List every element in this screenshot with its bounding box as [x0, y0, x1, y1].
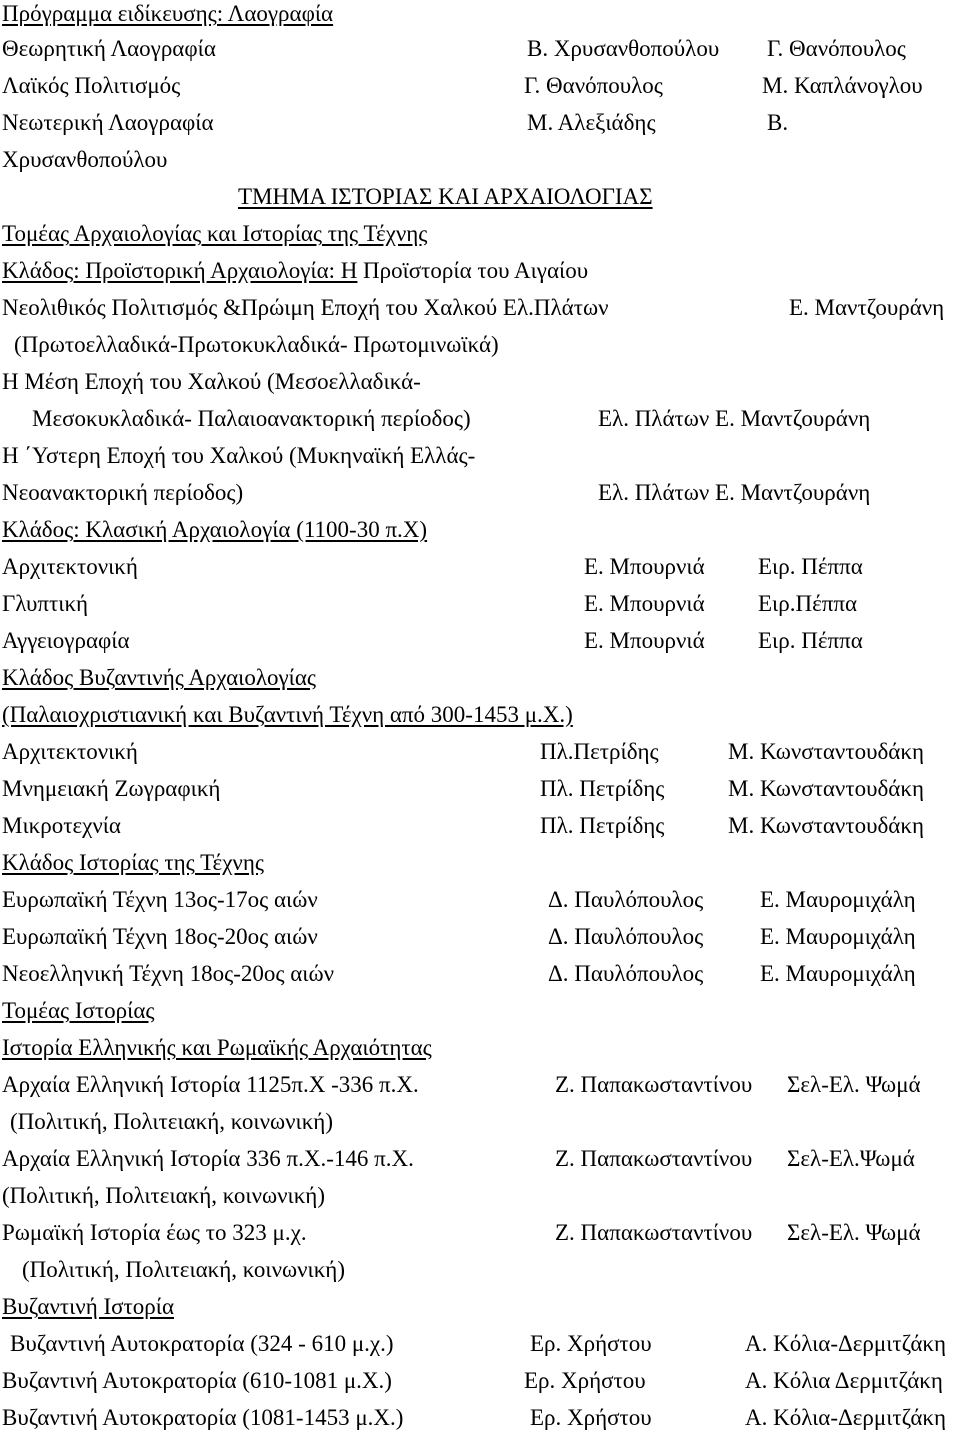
text-line: Ερ. Χρήστου	[530, 1331, 652, 1356]
text-line: Ειρ.Πέππα	[758, 591, 858, 616]
text-line: Βυζαντινή Αυτοκρατορία (324 - 610 μ.χ.)	[10, 1331, 394, 1356]
text-line: Χρυσανθοπούλου	[2, 147, 168, 172]
text-line: Μεσοκυκλαδικά- Παλαιοανακτορική περίοδος)	[32, 406, 471, 431]
text-line: Κλάδος Βυζαντινής Αρχαιολογίας	[2, 665, 317, 690]
text-line: Ρωμαϊκή Ιστορία έως το 323 μ.χ.	[2, 1220, 307, 1245]
text-line: Ερ. Χρήστου	[530, 1405, 652, 1430]
text-line: Μ. Κωνσταντουδάκη	[728, 776, 924, 801]
text-line: Σελ-Ελ. Ψωμά	[787, 1220, 921, 1245]
text-line: Μ. Κωνσταντουδάκη	[728, 739, 924, 764]
text-line: Γ. Θανόπουλος	[524, 73, 663, 98]
text-line: Ε. Μπουρνιά	[584, 591, 705, 616]
text-line: Α. Κόλια Δερμιτζάκη	[745, 1368, 943, 1393]
text-line: (Πολιτική, Πολιτειακή, κοινωνική)	[10, 1109, 333, 1134]
text-line: Σελ-Ελ. Ψωμά	[787, 1072, 921, 1097]
text-line: Σελ-Ελ.Ψωμά	[787, 1146, 915, 1171]
text-line: Ευρωπαϊκή Τέχνη 18ος-20ος αιών	[2, 924, 318, 949]
text-line: Πλ.Πετρίδης	[540, 739, 659, 764]
text-line: Β. Χρυσανθοπούλου	[527, 36, 720, 61]
text-line: Ε. Μαυρομιχάλη	[760, 887, 916, 912]
text-line: Μ. Καπλάνογλου	[762, 73, 923, 98]
text-line: Ελ. Πλάτων Ε. Μαντζουράνη	[598, 406, 871, 431]
text-line: (Πολιτική, Πολιτειακή, κοινωνική)	[2, 1183, 325, 1208]
text-line: Θεωρητική Λαογραφία	[2, 36, 216, 61]
text-line: Λαϊκός Πολιτισμός	[2, 73, 181, 98]
text-line: Πλ. Πετρίδης	[540, 776, 665, 801]
text-line: Ιστορία Ελληνικής και Ρωμαϊκής Αρχαιότητας	[2, 1035, 432, 1060]
text-line: Πρόγραμμα ειδίκευσης: Λαογραφία	[2, 1, 334, 26]
text-line: Κλάδος Ιστορίας της Τέχνης	[2, 850, 264, 875]
text-line: Α. Κόλια-Δερμιτζάκη	[745, 1331, 947, 1356]
text-line: Νεωτερική Λαογραφία	[2, 110, 214, 135]
text-line: Ερ. Χρήστου	[524, 1368, 646, 1393]
text-line: Α. Κόλια-Δερμιτζάκη	[745, 1405, 947, 1430]
text-line: Αρχιτεκτονική	[2, 554, 138, 579]
text-line: Μ. Αλεξιάδης	[527, 110, 656, 135]
text-line: Ε. Μαυρομιχάλη	[760, 961, 916, 986]
text-line: Ελ. Πλάτων Ε. Μαντζουράνη	[598, 480, 871, 505]
text-line: Ε. Μαυρομιχάλη	[760, 924, 916, 949]
text-line: Ζ. Παπακωσταντίνου	[555, 1220, 753, 1245]
text-line: Ευρωπαϊκή Τέχνη 13ος-17ος αιών	[2, 887, 318, 912]
text-line: Αρχιτεκτονική	[2, 739, 138, 764]
text-line: Γλυπτική	[2, 591, 89, 616]
text-line: Δ. Παυλόπουλος	[548, 887, 704, 912]
text-line: Η ΄Υστερη Εποχή του Χαλκού (Μυκηναϊκή Ελλάς-	[2, 443, 476, 468]
text-line: Προϊστορία του Αιγαίου	[363, 258, 589, 283]
text-line: Μνημειακή Ζωγραφική	[2, 776, 221, 801]
text-line: Ζ. Παπακωσταντίνου	[555, 1146, 753, 1171]
text-line: Ε. Μαντζουράνη	[789, 295, 945, 320]
text-line: Ειρ. Πέππα	[758, 554, 863, 579]
text-line: Ε. Μπουρνιά	[584, 554, 705, 579]
text-line: Γ. Θανόπουλος	[767, 36, 906, 61]
text-line: Μ. Κωνσταντουδάκη	[728, 813, 924, 838]
text-line: Βυζαντινή Αυτοκρατορία (1081-1453 μ.Χ.)	[2, 1405, 404, 1430]
text-line: Δ. Παυλόπουλος	[548, 961, 704, 986]
text-line: Μικροτεχνία	[2, 813, 121, 838]
text-line: Νεοελληνική Τέχνη 18ος-20ος αιών	[2, 961, 335, 986]
text-line: Η Μέση Εποχή του Χαλκού (Μεσοελλαδικά-	[2, 369, 421, 394]
text-line: Βυζαντινή Αυτοκρατορία (610-1081 μ.Χ.)	[2, 1368, 392, 1393]
text-line: Ε. Μπουρνιά	[584, 628, 705, 653]
text-line: Νεολιθικός Πολιτισμός &Πρώιμη Εποχή του Χαλκού Ελ.Πλάτων	[2, 295, 609, 320]
text-line: (Πρωτοελλαδικά-Πρωτοκυκλαδικά- Πρωτομινωϊκά)	[14, 332, 499, 357]
text-line: Κλάδος: Προϊστορική Αρχαιολογία: Η	[2, 258, 358, 283]
text-line: (Πολιτική, Πολιτειακή, κοινωνική)	[22, 1257, 345, 1282]
text-line: Τομέας Αρχαιολογίας και Ιστορίας της Τέχνης	[2, 221, 428, 246]
text-line: Ζ. Παπακωσταντίνου	[555, 1072, 753, 1097]
text-line: (Παλαιοχριστιανική και Βυζαντινή Τέχνη από 300-1453 μ.Χ.)	[2, 702, 573, 727]
text-line: Αγγειογραφία	[2, 628, 130, 653]
text-line: Β.	[767, 110, 789, 135]
text-line: Ειρ. Πέππα	[758, 628, 863, 653]
text-line: Τομέας Ιστορίας	[2, 998, 155, 1023]
text-line: Δ. Παυλόπουλος	[548, 924, 704, 949]
text-line: Βυζαντινή Ιστορία	[2, 1294, 174, 1319]
text-line: Νεοανακτορική περίοδος)	[2, 480, 244, 505]
text-line: Αρχαία Ελληνική Ιστορία 1125π.Χ -336 π.Χ.	[2, 1072, 419, 1097]
text-line: Πλ. Πετρίδης	[540, 813, 665, 838]
text-line: ΤΜΗΜΑ ΙΣΤΟΡΙΑΣ ΚΑΙ ΑΡΧΑΙΟΛΟΓΙΑΣ	[238, 184, 653, 209]
text-line: Αρχαία Ελληνική Ιστορία 336 π.Χ.-146 π.Χ.	[2, 1146, 414, 1171]
text-line: Κλάδος: Κλασική Αρχαιολογία (1100-30 π.Χ)	[2, 517, 428, 542]
